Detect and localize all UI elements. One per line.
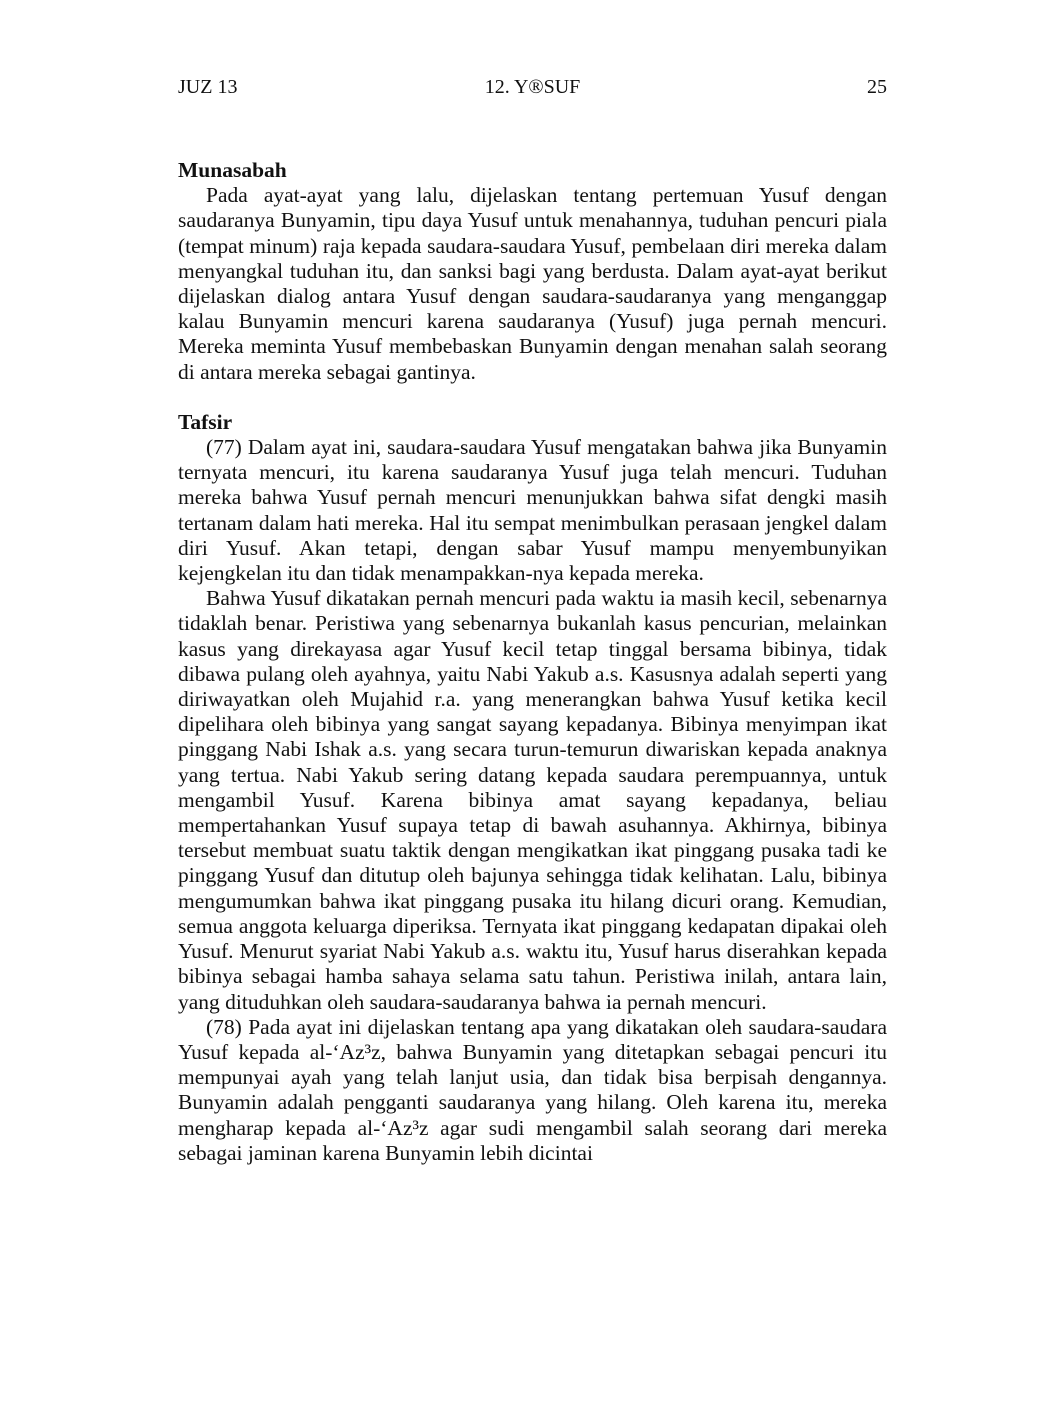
munasabah-heading: Munasabah bbox=[178, 158, 287, 182]
tafsir-paragraph-story: Bahwa Yusuf dikatakan pernah mencuri pada waktu ia masih kecil, sebenarnya tidaklah benar. Peristiwa yang sebenarnya bukanlah kasus pencurian, melainkan kasus yang direkayasa agar Yusuf kecil tetap tinggal bersama bibinya, tidak dibawa pulang oleh ayahnya, yaitu Nabi Yakub a.s. Kasusnya adalah seperti yang diriwayatkan oleh Mujahid r.a. yang menerangkan bahwa Yusuf ketika kecil dipelihara oleh bibinya yang sangat sayang kepadanya. Bibinya menyimpan ikat pinggang Nabi Ishak a.s. yang secara turun-temurun diwariskan kepada anaknya yang tertua. Nabi Yakub sering datang kepada saudara perempuannya, untuk mengambil Yusuf. Karena bibinya amat sayang kepadanya, beliau mempertahankan Yusuf supaya tetap di bawah asuhannya. Akhirnya, bibinya tersebut membuat suatu taktik dengan mengikatkan ikat pinggang pusaka tadi ke pinggang Yusuf dan ditutup oleh bajunya sehingga tidak kelihatan. Lalu, bibinya mengumumkan bahwa ikat pinggang pusaka itu hilang dicuri orang. Kemudian, semua anggota keluarga diperiksa. Ternyata ikat pinggang kedapatan dipakai oleh Yusuf. Menurut syariat Nabi Yakub a.s. waktu itu, Yusuf harus diserahkan kepada bibinya sebagai hamba sahaya selama satu tahun. Peristiwa inilah, antara lain, yang dituduhkan oleh saudara-saudaranya bahwa ia pernah mencuri. bbox=[178, 586, 887, 1014]
munasabah-paragraph: Pada ayat-ayat yang lalu, dijelaskan tentang pertemuan Yusuf dengan saudaranya Bunyamin, tipu daya Yusuf untuk menahannya, tuduhan pencuri piala (tempat minum) raja kepada saudara-saudara Yusuf, pembelaan diri mereka dalam menyangkal tuduhan itu, dan sanksi bagi yang berdusta. Dalam ayat-ayat berikut dijelaskan dialog antara Yusuf dengan saudara-saudaranya yang menganggap kalau Bunyamin mencuri karena saudaranya (Yusuf) juga pernah mencuri. Mereka meminta Yusuf membebaskan Bunyamin dengan menahan salah seorang di antara mereka sebagai gantinya. bbox=[178, 183, 887, 384]
juz-label: JUZ 13 bbox=[178, 76, 238, 98]
surah-title: 12. Y®SUF bbox=[484, 76, 581, 98]
page-number: 25 bbox=[867, 76, 887, 98]
tafsir-paragraph-78: (78) Pada ayat ini dijelaskan tentang apa yang dikatakan oleh saudara-saudara Yusuf kepada al-‘Az³z, bahwa Bunyamin yang ditetapkan sebagai pencuri itu mempunyai ayah yang telah lanjut usia, dan tidak bisa berpisah dengannya. Bunyamin adalah pengganti saudaranya yang hilang. Oleh karena itu, mereka mengharap kepada al-‘Az³z agar sudi mengambil salah seorang dari mereka sebagai jaminan karena Bunyamin lebih dicintai bbox=[178, 1014, 887, 1165]
munasabah-section bbox=[178, 158, 887, 385]
tafsir-heading: Tafsir bbox=[178, 409, 233, 434]
page-body bbox=[178, 158, 887, 1166]
tafsir-paragraph-77: (77) Dalam ayat ini, saudara-saudara Yusuf mengatakan bahwa jika Bunyamin ternyata mencuri, itu karena saudaranya Yusuf juga telah mencuri. Tuduhan mereka bahwa Yusuf pernah mencuri menunjukkan bahwa sifat dengki masih tertanam dalam hati mereka. Hal itu sempat menimbulkan perasaan jengkel dalam diri Yusuf. Akan tetapi, dengan sabar Yusuf mampu menyembunyikan kejengkelan itu dan tidak menampakkan-nya kepada mereka. bbox=[178, 435, 887, 586]
tafsir-section bbox=[178, 410, 887, 1166]
section-spacer bbox=[178, 385, 887, 410]
running-header bbox=[178, 76, 887, 104]
